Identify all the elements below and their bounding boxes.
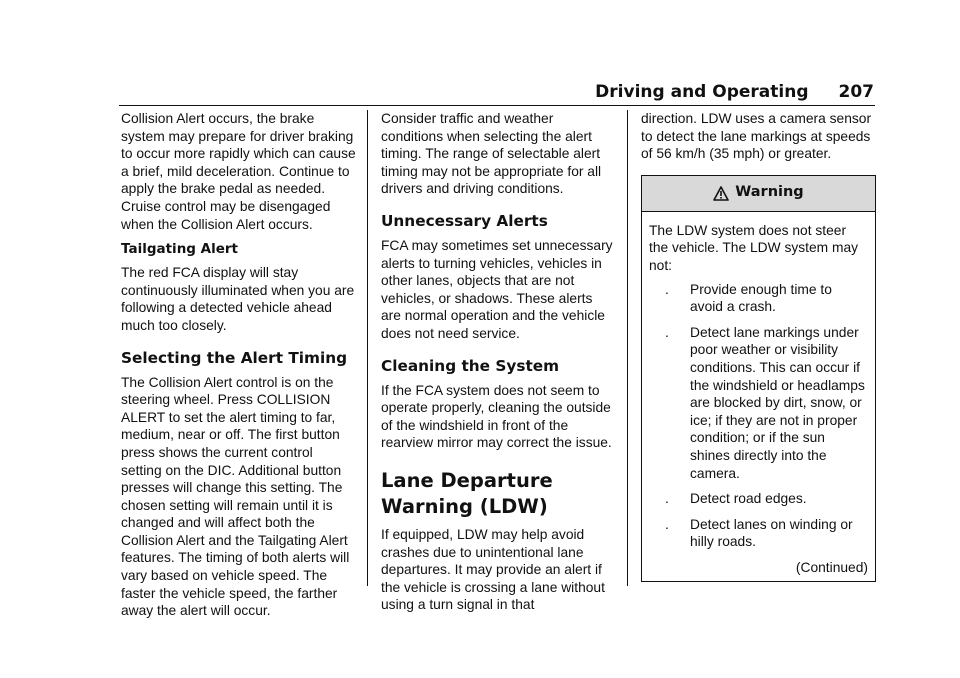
warning-box	[641, 175, 876, 583]
paragraph: If equipped, LDW may help avoid crashes due to unintentional lane departures. It may provide an alert if the vehicle is crossing a lane without using a turn signal in that	[381, 526, 605, 613]
cleaning-system-heading: Cleaning the System	[381, 356, 560, 375]
paragraph: FCA may sometimes set unnecessary alerts to turning vehicles, vehicles in other lanes, objects that are not vehicles, or shadows. These alerts are normal operation and the vehicle does not need service.	[381, 237, 613, 341]
page-number: 207	[838, 82, 874, 102]
tailgating-alert-heading: Tailgating Alert	[121, 241, 239, 258]
warning-title: Warning	[735, 184, 804, 201]
warning-intro: The LDW system does not steer the vehicle. The LDW system may not:	[649, 222, 859, 273]
column-divider	[367, 110, 368, 586]
bullet: .	[665, 324, 669, 340]
warning-list	[649, 281, 868, 551]
page-header	[595, 82, 874, 102]
bullet: .	[665, 281, 669, 297]
bullet: .	[665, 491, 669, 507]
unnecessary-alerts-heading: Unnecessary Alerts	[381, 211, 548, 230]
column-2	[381, 110, 616, 622]
column-3	[641, 110, 876, 582]
paragraph: Consider traffic and weather conditions when selecting the alert timing. The range of selectable alert timing may not be appropriate for all drivers and driving conditions.	[381, 111, 602, 197]
bullet: .	[665, 516, 669, 532]
warning-list-item: . Detect lane markings under poor weather or visibility conditions. This can occur if the windshield or headlamps are blocked by dirt, snow, or ice; if they are not in proper condition; or if the sun shines directly into the camera.	[665, 324, 865, 481]
warning-list-item: . Provide enough time to avoid a crash.	[665, 281, 832, 315]
alert-timing-heading: Selecting the Alert Timing	[121, 348, 348, 367]
paragraph: Collision Alert occurs, the brake system may prepare for driver braking to occur more rapidly which can cause a brief, mild deceleration. Continue to apply the brake pedal as needed. Cruise control may be disengaged when the Collision Alert occurs.	[121, 111, 356, 232]
ldw-section-heading	[381, 468, 616, 520]
warning-triangle-icon	[713, 186, 729, 201]
ldw-heading-line: Warning (LDW)	[381, 494, 548, 518]
paragraph: The Collision Alert control is on the steering wheel. Press COLLISION ALERT to set the alert timing to far, medium, near or off. The first button press shows the current control setting on the DIC. Additional button presses will change this setting. The chosen setting will remain until it is changed and will affect both the Collision Alert and the Tailgating Alert features. The timing of both alerts will vary based on vehicle speed. The faster the vehicle speed, the farther away the alert will occur.	[121, 374, 350, 619]
paragraph: direction. LDW uses a camera sensor to detect the lane markings at speeds of 56 km/h (35 mph) or greater.	[641, 111, 872, 162]
warning-body	[642, 212, 875, 582]
continued-label: (Continued)	[795, 559, 868, 575]
paragraph: The red FCA display will stay continuously illuminated when you are following a detected vehicle ahead much too closely.	[121, 265, 355, 333]
warning-header	[642, 176, 875, 212]
column-1	[121, 110, 356, 628]
column-divider	[627, 110, 628, 586]
section-title: Driving and Operating	[595, 82, 809, 102]
ldw-heading-line: Lane Departure	[381, 468, 553, 492]
paragraph: If the FCA system does not seem to operate properly, cleaning the outside of the windshield in front of the rearview mirror may correct the issue.	[381, 382, 612, 451]
warning-list-item: . Detect lanes on winding or hilly roads.	[665, 516, 853, 550]
warning-list-item: . Detect road edges.	[665, 491, 807, 507]
header-rule	[119, 105, 875, 106]
